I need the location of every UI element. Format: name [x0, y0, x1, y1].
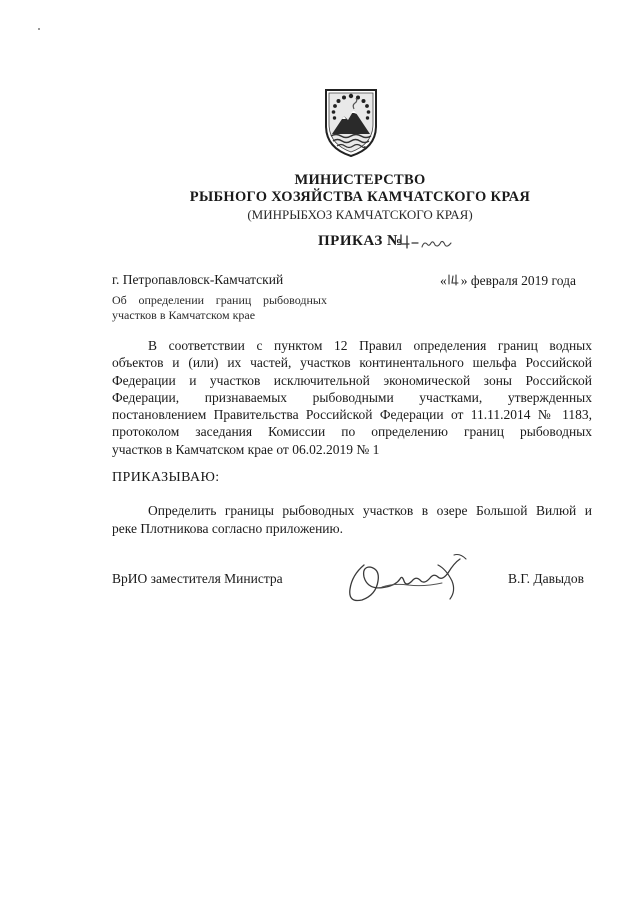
date-open-quote: « [440, 273, 447, 288]
place-of-issue: г. Петропавловск-Камчатский [112, 272, 284, 287]
decree-heading: ПРИКАЗЫВАЮ: [112, 470, 220, 485]
handwritten-signature [342, 545, 482, 615]
handwritten-order-number [398, 232, 458, 252]
decree-paragraph [112, 502, 592, 538]
preamble-line: В соответствии с пунктом 12 Правил определения границ водных [148, 338, 592, 353]
preamble-line: Федерации, признаваемых рыбоводными участками, утвержденных [112, 389, 592, 405]
date-of-issue [440, 272, 576, 289]
preamble-line: протоколом заседания Комиссии по определению границ рыбоводных [112, 424, 592, 440]
subject-line: участков в Камчатском крае [112, 308, 256, 322]
handwritten-day [447, 272, 461, 286]
kamchatka-coat-of-arms-icon [322, 86, 380, 158]
decree-line: Определить границы рыбоводных участков в озере Большой Вилюй и [148, 503, 592, 518]
ministry-name-line-2: РЫБНОГО ХОЗЯЙСТВА КАМЧАТСКОГО КРАЯ [189, 189, 531, 205]
preamble-line: объектов и (или) их частей, участков континентального шельфа Российской [112, 355, 592, 371]
date-rest: » февраля 2019 года [460, 273, 576, 288]
order-title: ПРИКАЗ № [318, 233, 403, 249]
decree-line: реке Плотникова согласно приложению. [112, 521, 343, 536]
ministry-short-name: (МИНРЫБХОЗ КАМЧАТСКОГО КРАЯ) [247, 207, 473, 222]
preamble-line: участков в Камчатском крае от 06.02.2019 № 1 [112, 441, 380, 457]
signatory-position: ВрИО заместителя Министра [112, 571, 283, 586]
preamble-line: постановлением Правительства Российской Федерации от 11.11.2014 № 1183, [112, 407, 592, 423]
order-subject [112, 293, 327, 323]
subject-line: Об определении границ рыбоводных [112, 293, 327, 307]
signatory-name: В.Г. Давыдов [508, 571, 585, 586]
scan-speck [38, 28, 40, 30]
ministry-name-line-1: МИНИСТЕРСТВО [294, 172, 426, 188]
preamble-paragraph [112, 337, 592, 458]
preamble-line: Федерации и участков исключительной экономической зоны Российской [112, 372, 592, 388]
